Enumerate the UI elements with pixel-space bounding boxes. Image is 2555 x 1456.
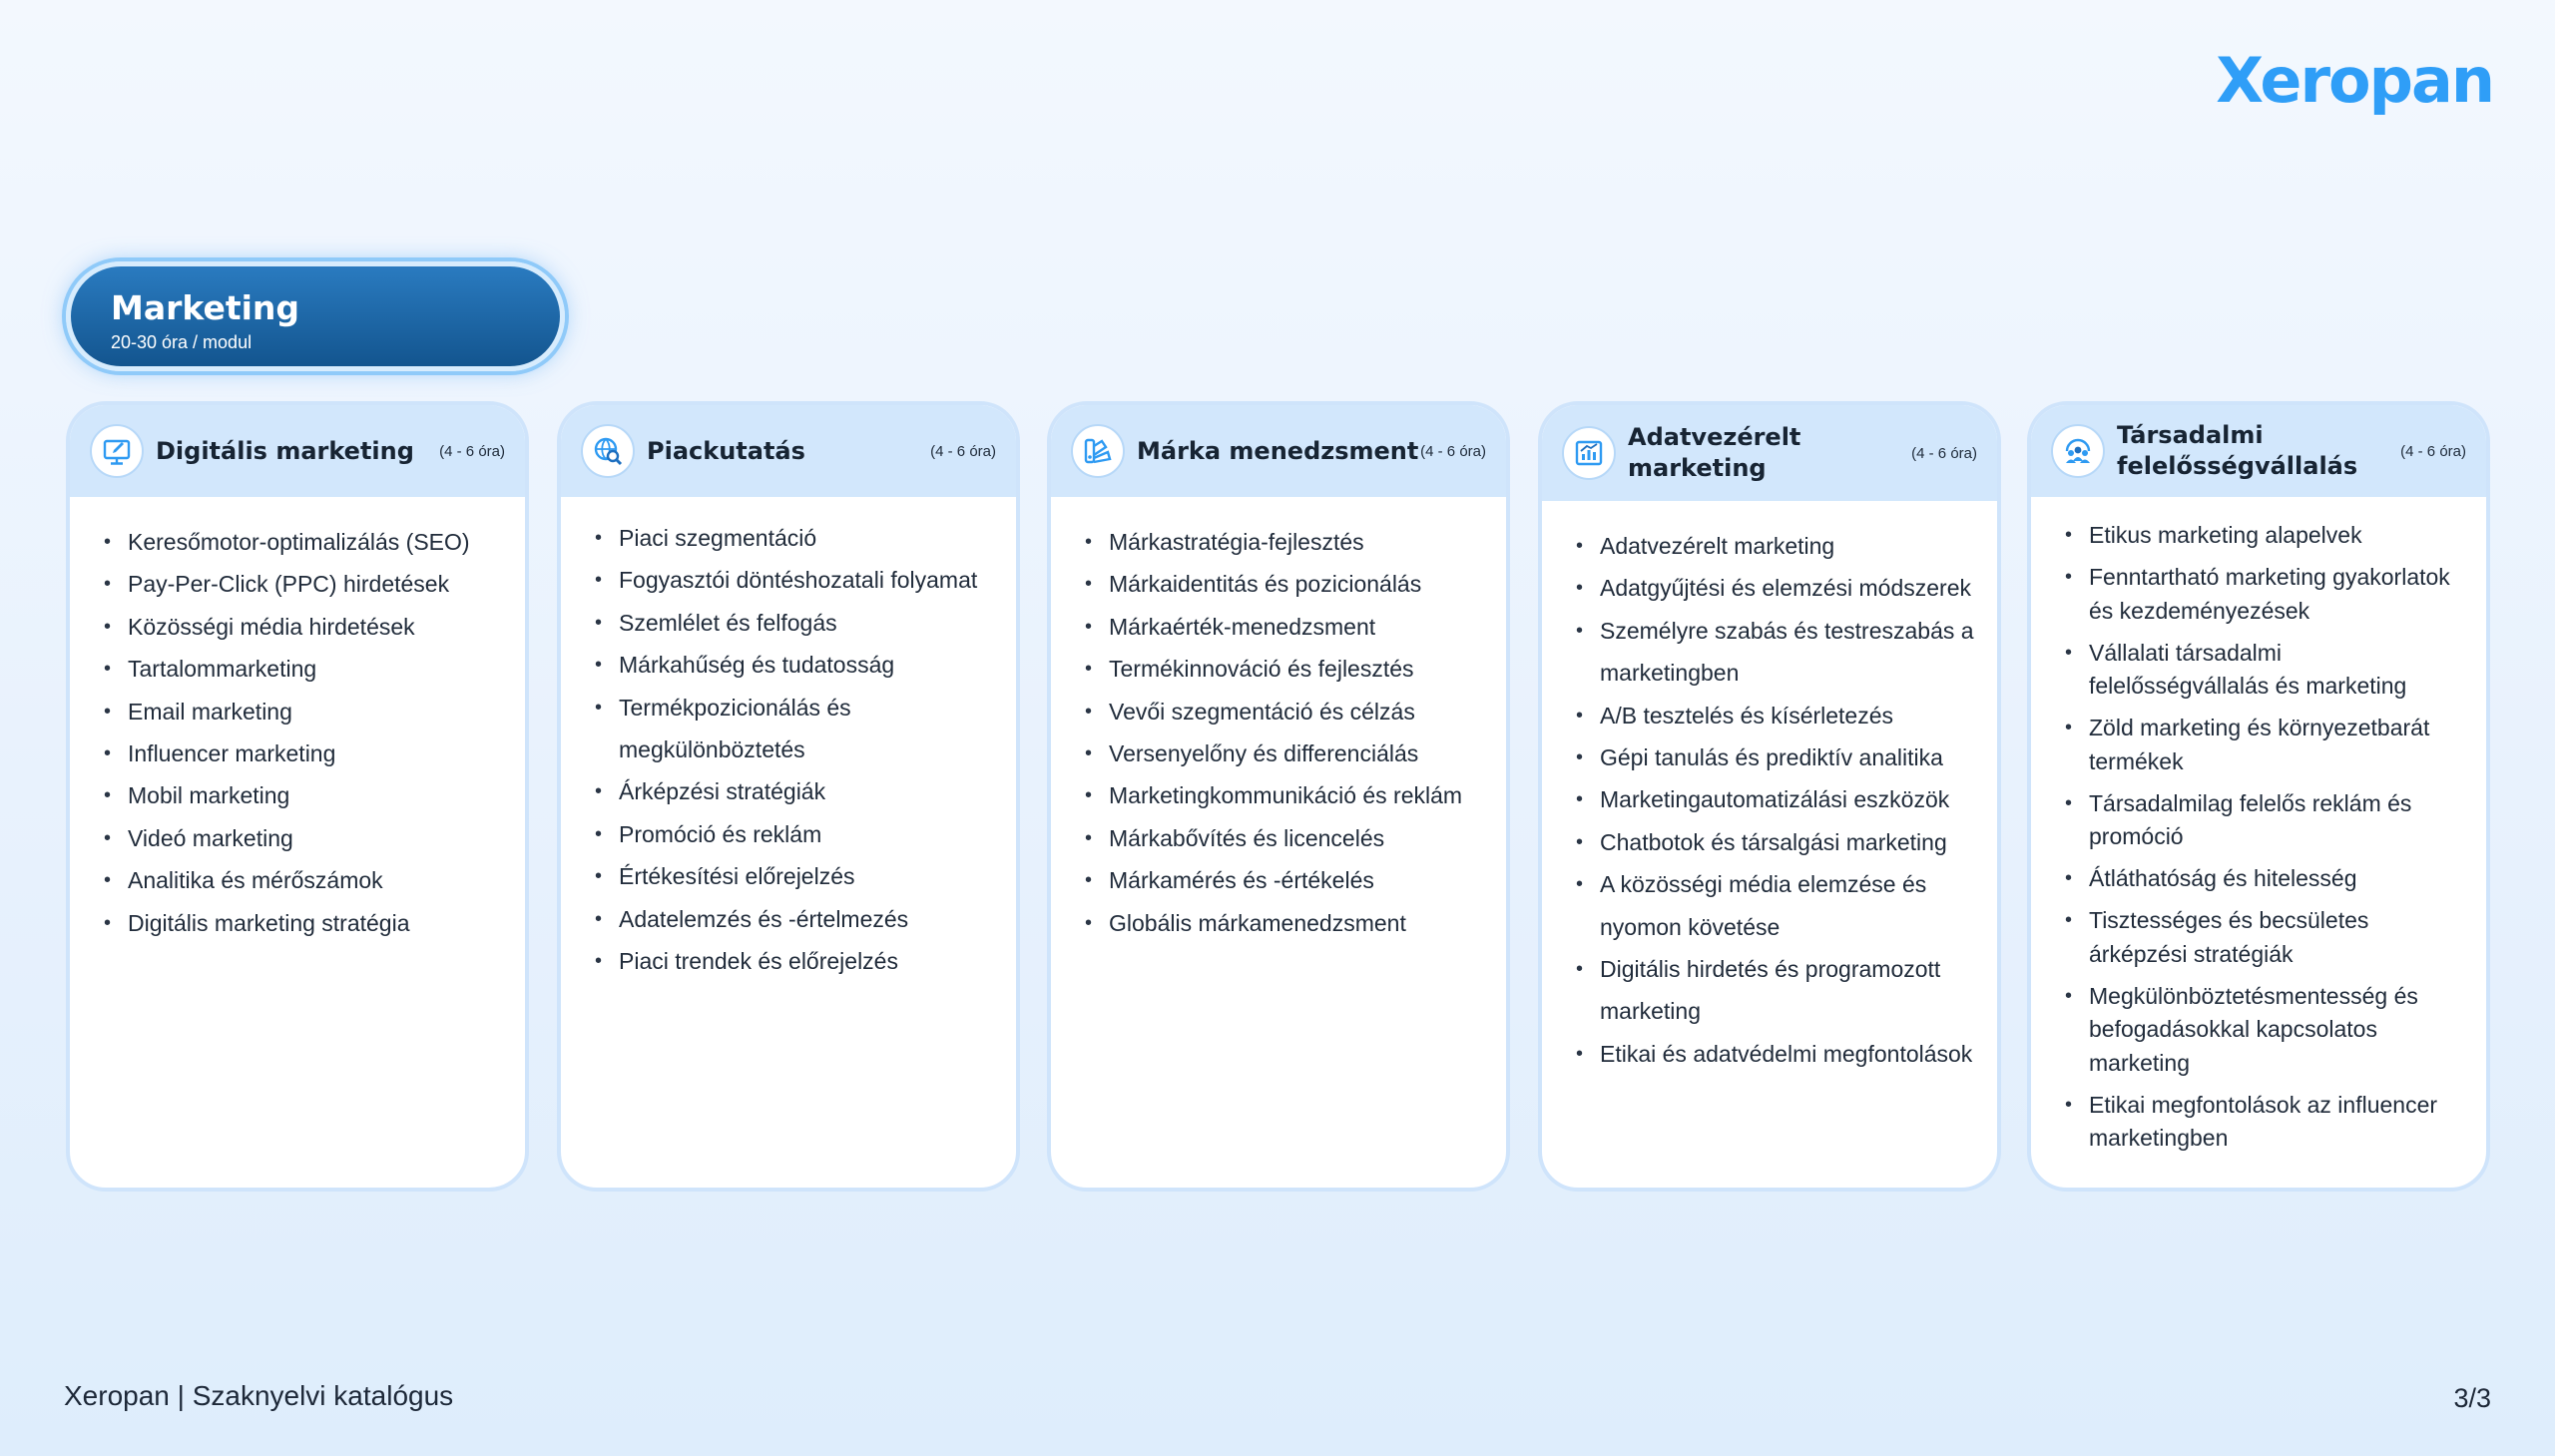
topic-list <box>1083 521 1486 944</box>
list-item: • Mobil marketing <box>102 774 505 816</box>
list-item: • Etikai megfontolások az influencer marketingben <box>2063 1089 2466 1156</box>
list-item: • Digitális marketing stratégia <box>102 902 505 944</box>
list-item: • Keresőmotor-optimalizálás (SEO) <box>102 521 505 563</box>
list-item: • Vevői szegmentáció és célzás <box>1083 691 1486 732</box>
globe-search-icon <box>581 424 635 478</box>
list-item: • Marketingkommunikáció és reklám <box>1083 774 1486 816</box>
list-item: • Zöld marketing és környezetbarát termékek <box>2063 712 2466 778</box>
analytics-chart-icon <box>1562 426 1616 480</box>
card-title: Adatvezérelt marketing <box>1628 423 1801 482</box>
list-item: • Analitika és mérőszámok <box>102 859 505 901</box>
card-title: Piackutatás <box>647 436 805 465</box>
list-item: • Termékinnováció és fejlesztés <box>1083 648 1486 690</box>
list-item: • Márkastratégia-fejlesztés <box>1083 521 1486 563</box>
card-data-driven-marketing <box>1538 401 2001 1192</box>
list-item: • Gépi tanulás és prediktív analitika <box>1574 736 1977 778</box>
card-header <box>1051 405 1506 497</box>
list-item: • Megkülönböztetésmentesség és befogadásokkal kapcsolatos marketing <box>2063 980 2466 1081</box>
card-hours: (4 - 6 óra) <box>930 442 996 460</box>
list-item: • Tisztességes és becsületes árképzési stratégiák <box>2063 904 2466 971</box>
card-hours: (4 - 6 óra) <box>1911 444 1977 462</box>
list-item: • Piaci trendek és előrejelzés <box>593 940 996 982</box>
footer-catalog-title: Xeropan | Szaknyelvi katalógus <box>64 1380 454 1411</box>
list-item: • Márkahűség és tudatosság <box>593 644 996 686</box>
module-duration: 20-30 óra / modul <box>111 332 253 352</box>
list-item: • Videó marketing <box>102 817 505 859</box>
card-header <box>561 405 1016 497</box>
module-badge <box>66 261 565 371</box>
list-item: • Átláthatóság és hitelesség <box>2063 862 2466 896</box>
list-item: • Értékesítési előrejelzés <box>593 855 996 897</box>
list-item: • A/B tesztelés és kísérletezés <box>1574 695 1977 736</box>
card-hours: (4 - 6 óra) <box>439 442 505 460</box>
topic-list <box>2063 519 2466 1156</box>
list-item: • Közösségi média hirdetések <box>102 606 505 648</box>
topic-list <box>1574 525 1977 1075</box>
card-header <box>70 405 525 497</box>
list-item: • Termékpozicionálás és megkülönböztetés <box>593 687 996 771</box>
list-item: • Tartalommarketing <box>102 648 505 690</box>
card-hours: (4 - 6 óra) <box>1420 442 1486 460</box>
list-item: • Személyre szabás és testreszabás a marketingben <box>1574 610 1977 695</box>
list-item: • Promóció és reklám <box>593 813 996 855</box>
list-item: • Márkabővítés és licencelés <box>1083 817 1486 859</box>
card-title: Márka menedzsment <box>1137 436 1419 465</box>
list-item: • Etikai és adatvédelmi megfontolások <box>1574 1033 1977 1075</box>
list-item: • Piaci szegmentáció <box>593 517 996 559</box>
list-item: • Adatelemzés és -értelmezés <box>593 898 996 940</box>
card-title: Társadalmi felelősségvállalás <box>2117 421 2358 480</box>
community-people-icon <box>2051 424 2105 478</box>
card-header <box>2031 405 2486 497</box>
card-hours: (4 - 6 óra) <box>2400 442 2466 460</box>
list-item: • Adatvezérelt marketing <box>1574 525 1977 567</box>
list-item: • Etikus marketing alapelvek <box>2063 519 2466 553</box>
monitor-edit-icon <box>90 424 144 478</box>
page-number: 3/3 <box>2453 1383 2491 1413</box>
list-item: • Társadalmilag felelős reklám és promóció <box>2063 787 2466 854</box>
card-digital-marketing <box>66 401 529 1192</box>
list-item: • Pay-Per-Click (PPC) hirdetések <box>102 563 505 605</box>
list-item: • Globális márkamenedzsment <box>1083 902 1486 944</box>
topic-list <box>102 521 505 944</box>
list-item: • Márkaidentitás és pozicionálás <box>1083 563 1486 605</box>
list-item: • Marketingautomatizálási eszközök <box>1574 778 1977 820</box>
card-header <box>1542 405 1997 501</box>
list-item: • Vállalati társadalmi felelősségvállalás és marketing <box>2063 637 2466 704</box>
color-swatch-icon <box>1071 424 1125 478</box>
card-brand-management <box>1047 401 1510 1192</box>
list-item: • Email marketing <box>102 691 505 732</box>
list-item: • Márkamérés és -értékelés <box>1083 859 1486 901</box>
list-item: • Chatbotok és társalgási marketing <box>1574 821 1977 863</box>
xeropan-logo: Xeropan <box>2216 44 2493 117</box>
module-title: Marketing <box>111 288 300 327</box>
list-item: • A közösségi média elemzése és nyomon követése <box>1574 863 1977 948</box>
topic-list <box>593 517 996 982</box>
list-item: • Fogyasztói döntéshozatali folyamat <box>593 559 996 601</box>
list-item: • Digitális hirdetés és programozott marketing <box>1574 948 1977 1033</box>
list-item: • Versenyelőny és differenciálás <box>1083 732 1486 774</box>
list-item: • Márkaérték-menedzsment <box>1083 606 1486 648</box>
list-item: • Adatgyűjtési és elemzési módszerek <box>1574 567 1977 609</box>
card-social-responsibility <box>2027 401 2490 1192</box>
list-item: • Influencer marketing <box>102 732 505 774</box>
card-title: Digitális marketing <box>156 436 414 465</box>
list-item: • Árképzési stratégiák <box>593 770 996 812</box>
list-item: • Fenntartható marketing gyakorlatok és kezdeményezések <box>2063 561 2466 628</box>
card-market-research <box>557 401 1020 1192</box>
list-item: • Szemlélet és felfogás <box>593 602 996 644</box>
